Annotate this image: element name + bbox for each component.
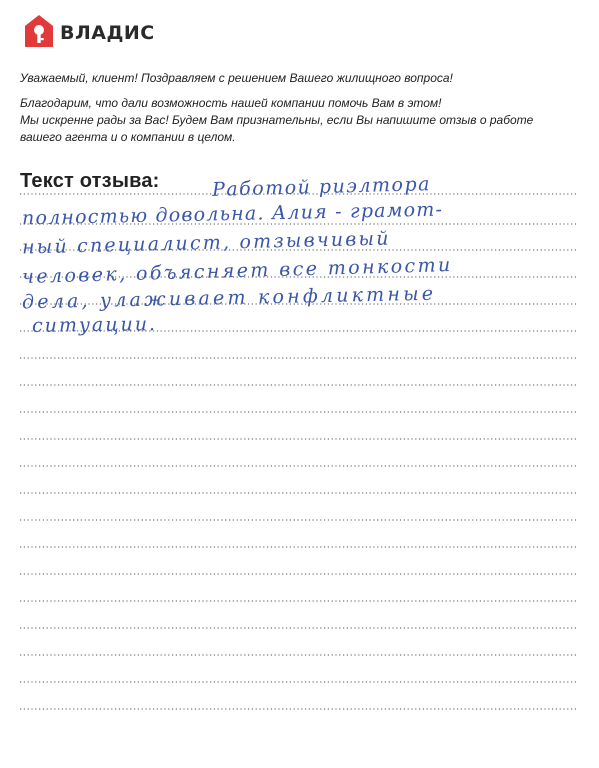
thanks-line-3: вашего агента и о компании в целом.	[20, 130, 236, 144]
review-label: Текст отзыва:	[20, 170, 160, 192]
brand-name: ВЛАДИС	[60, 21, 155, 44]
thanks-line-2: Мы искренне рады за Вас! Будем Вам признательны, если Вы напишите отзыв о работе	[20, 113, 534, 127]
handwritten-line-5: дела, улаживает конфликтные	[21, 282, 437, 314]
handwritten-line-3: ный специалист, отзывчивый	[21, 227, 391, 259]
handwritten-line-4: человек, объясняет все тонкости	[21, 253, 453, 289]
handwritten-line-1: Работой риэлтора	[211, 173, 432, 201]
thanks-line-1: Благодарим, что дали возможность нашей компании помочь Вам в этом!	[20, 96, 442, 110]
handwritten-line-2: полностью довольна. Алия - грамот-	[21, 198, 444, 230]
greeting-text: Уважаемый, клиент! Поздравляем с решением Вашего жилищного вопроса!	[20, 71, 453, 85]
handwritten-line-6: ситуации.	[31, 313, 158, 337]
